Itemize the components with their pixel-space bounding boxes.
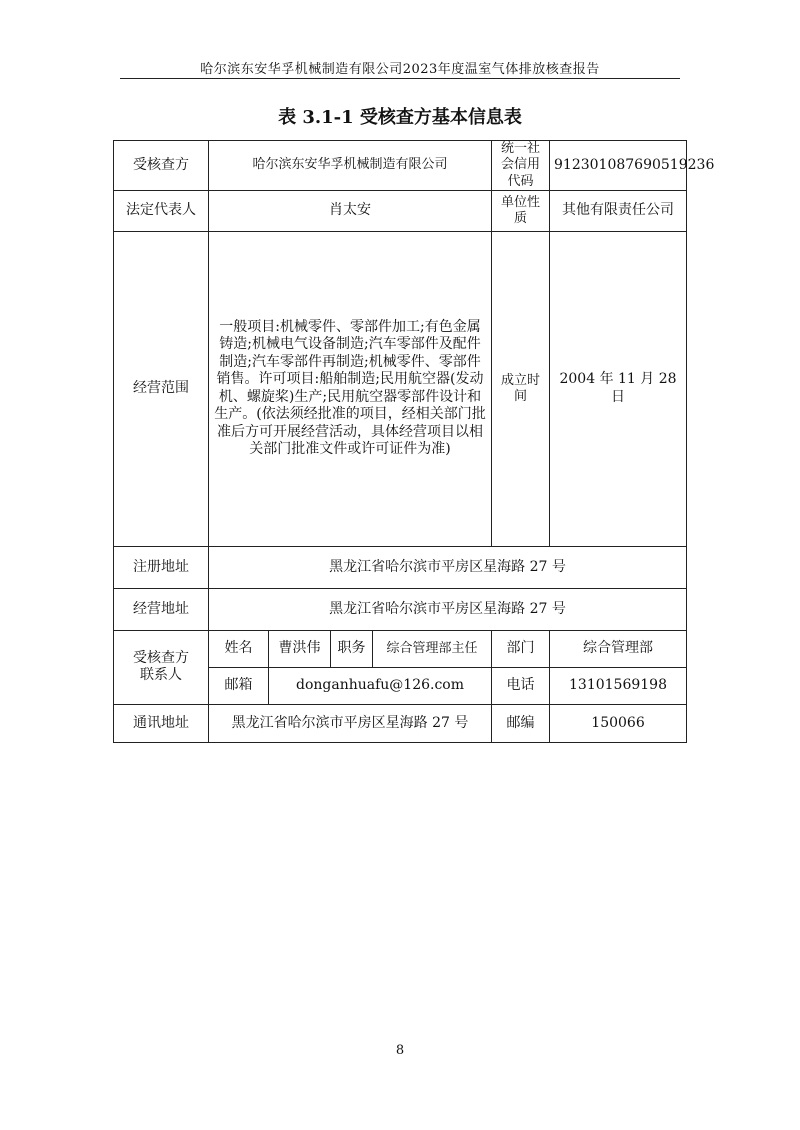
table-title: 表 3.1-1 受核查方基本信息表 [278,107,522,128]
label-name: 姓名 [209,630,269,667]
row-legal-rep [114,190,687,231]
value-title: 综合管理部主任 [373,630,492,667]
row-registered-address [114,546,687,588]
value-legal-rep: 肖太安 [209,190,492,231]
value-credit-code: 912301087690519236 [550,141,687,191]
label-entity-type: 单位性质 [492,190,550,231]
header-divider [120,78,680,79]
label-registered-address: 注册地址 [114,546,209,588]
value-registered-address: 黑龙江省哈尔滨市平房区星海路 27 号 [209,546,687,588]
value-established: 2004 年 11 月 28 日 [550,231,687,546]
basic-info-table [113,140,715,743]
value-dept: 综合管理部 [550,630,687,667]
row-business-address [114,588,687,630]
label-business-address: 经营地址 [114,588,209,630]
value-entity-type: 其他有限责任公司 [550,190,687,231]
value-email: donganhuafu@126.com [269,667,492,704]
label-business-scope: 经营范围 [114,231,209,546]
label-phone: 电话 [492,667,550,704]
value-business-address: 黑龙江省哈尔滨市平房区星海路 27 号 [209,588,687,630]
value-mailing-address: 黑龙江省哈尔滨市平房区星海路 27 号 [209,704,492,742]
label-email: 邮箱 [209,667,269,704]
label-credit-code: 统一社会信用代码 [492,141,550,191]
row-contact-1 [114,630,687,667]
value-business-scope: 一般项目:机械零件、零部件加工;有色金属铸造;机械电气设备制造;汽车零部件及配件制造;汽车零部件再制造;机械零件、零部件销售。许可项目:船舶制造;民用航空器(发动机、螺旋桨)生产;民用航空器零部件设计和生产。(依法须经批准的项目，经相关部门批准后方可开展经营活动，具体经营项目以相关部门批准文件或许可证件为准) [209,231,492,546]
value-name: 曹洪伟 [269,630,331,667]
value-verified-party: 哈尔滨东安华孚机械制造有限公司 [209,141,492,191]
label-mailing-address: 通讯地址 [114,704,209,742]
label-established: 成立时间 [492,231,550,546]
row-mailing-address [114,704,687,742]
row-company [114,141,687,191]
label-contact [114,630,209,704]
label-contact-text: 受核查方联系人 [133,649,189,684]
value-phone: 13101569198 [550,667,687,704]
row-business-scope [114,231,687,546]
label-legal-rep: 法定代表人 [114,190,209,231]
label-title: 职务 [331,630,373,667]
value-postcode: 150066 [550,704,687,742]
label-verified-party: 受核查方 [114,141,209,191]
label-postcode: 邮编 [492,704,550,742]
label-dept: 部门 [492,630,550,667]
page-header: 哈尔滨东安华孚机械制造有限公司2023年度温室气体排放核查报告 [200,62,600,77]
page-number: 8 [395,1043,405,1058]
